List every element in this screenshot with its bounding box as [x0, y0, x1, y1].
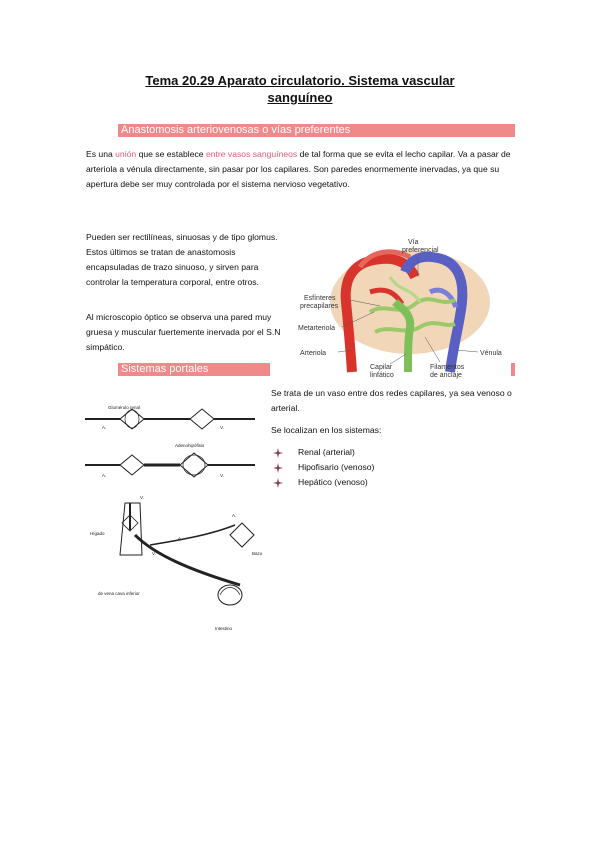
title-line-2: sanguíneo	[267, 90, 333, 105]
splenic-vessel	[150, 525, 235, 545]
label-v3: V.	[140, 495, 144, 500]
paragraph-types: Pueden ser rectilíneas, sinuosas y de tipo glomus. Estos últimos se tratan de anastomosis encapsuladas de trazo sinuoso, y sirven para controlar la temperatura corporal, entre otros.	[86, 232, 278, 287]
intestine-detail	[220, 588, 240, 596]
list-item	[271, 460, 491, 475]
label-via: Vía	[408, 239, 419, 246]
portal-vein	[135, 535, 240, 585]
list-item	[271, 475, 491, 490]
list-item	[271, 445, 491, 460]
label-line-capilar	[390, 354, 406, 364]
heading-bar-end	[511, 363, 515, 376]
capillary-bed-figure	[290, 232, 520, 382]
para1-text-2: que se establece	[136, 149, 206, 159]
label-metarteriola: Metarteriola	[298, 325, 335, 332]
label-a4: A.	[232, 513, 237, 518]
hypophysis-circle	[183, 455, 205, 475]
glomerulus-circle	[125, 410, 139, 428]
para1-highlight-vasos: entre vasos sanguíneos	[205, 149, 298, 159]
intestine-shape	[218, 585, 242, 605]
label-glomerulo: Glomérulo renal	[108, 405, 141, 410]
list-item-hipofisario: Hipofisario (venoso)	[298, 462, 375, 472]
label-higado: Hígado	[90, 531, 105, 536]
paragraph-portal-systems: Se localizan en los sistemas:	[271, 425, 382, 435]
title-line-1: Tema 20.29 Aparato circulatorio. Sistema vascular	[145, 73, 455, 88]
section-heading-portales-text: Sistemas portales	[121, 363, 209, 375]
spleen-diamond	[230, 523, 254, 547]
label-a2: A.	[102, 473, 107, 478]
label-anclaje: de anclaje	[430, 372, 462, 379]
hypophysis-diamond-2	[180, 453, 208, 477]
label-filamentos: Filamentos	[430, 364, 465, 371]
label-v2: V.	[220, 473, 224, 478]
label-intestino: Intestino	[215, 626, 233, 631]
portal-systems-list	[271, 445, 491, 490]
section-heading-portales	[118, 363, 270, 376]
paragraph-portal-def: Se trata de un vaso entre dos redes capilares, ya sea venoso o arterial.	[271, 388, 512, 413]
section-heading-anastomosis	[118, 124, 515, 137]
label-v1: V.	[220, 425, 224, 430]
label-line-venula	[456, 350, 478, 352]
label-a3: A.	[178, 536, 183, 541]
label-linfatico: linfático	[370, 372, 394, 379]
label-a1: A.	[102, 425, 107, 430]
label-adeno: Adenohipófisis	[175, 443, 205, 448]
list-item-hepatico: Hepático (venoso)	[298, 477, 368, 487]
page-title-2	[0, 89, 600, 106]
page-title	[0, 72, 600, 89]
para1-text-1: Es una	[86, 149, 116, 159]
label-precapilares: precapilares	[300, 303, 339, 310]
label-venula: Vénula	[480, 350, 502, 357]
hypophysis-diamond-1	[120, 455, 144, 475]
glomerulus-diamond	[120, 409, 144, 429]
section-heading-text: Anastomosis arteriovenosas o vías preferentes	[121, 124, 351, 136]
list-item-renal: Renal (arterial)	[298, 447, 355, 457]
label-arteriola: Arteriola	[300, 350, 327, 357]
paragraph-intro	[86, 147, 516, 192]
label-vena: de vena cava inferior	[98, 591, 140, 596]
label-v4: V.	[152, 551, 156, 556]
label-preferencial: preferencial	[402, 247, 439, 254]
para1-highlight-union: unión	[115, 149, 137, 159]
label-capilar: Capilar	[370, 364, 393, 371]
paragraph-microscope: Al microscopio óptico se observa una pared muy gruesa y muscular fuertemente inervada por el S.N simpático.	[86, 312, 281, 352]
label-bazo: Bazo	[252, 551, 263, 556]
peritubular-diamond	[190, 409, 214, 429]
para1-text-3: de tal forma que se evita el lecho capilar. Va a pasar de arteriola a vénula directamente, sin pasar por los capilares. Son paredes enormemente inervadas, ya que su apertura debe ser muy controlada por el sistema nervioso vegetativo.	[86, 149, 511, 189]
portal-systems-figure	[80, 395, 280, 635]
label-esfinteres: Esfínteres	[304, 295, 336, 302]
